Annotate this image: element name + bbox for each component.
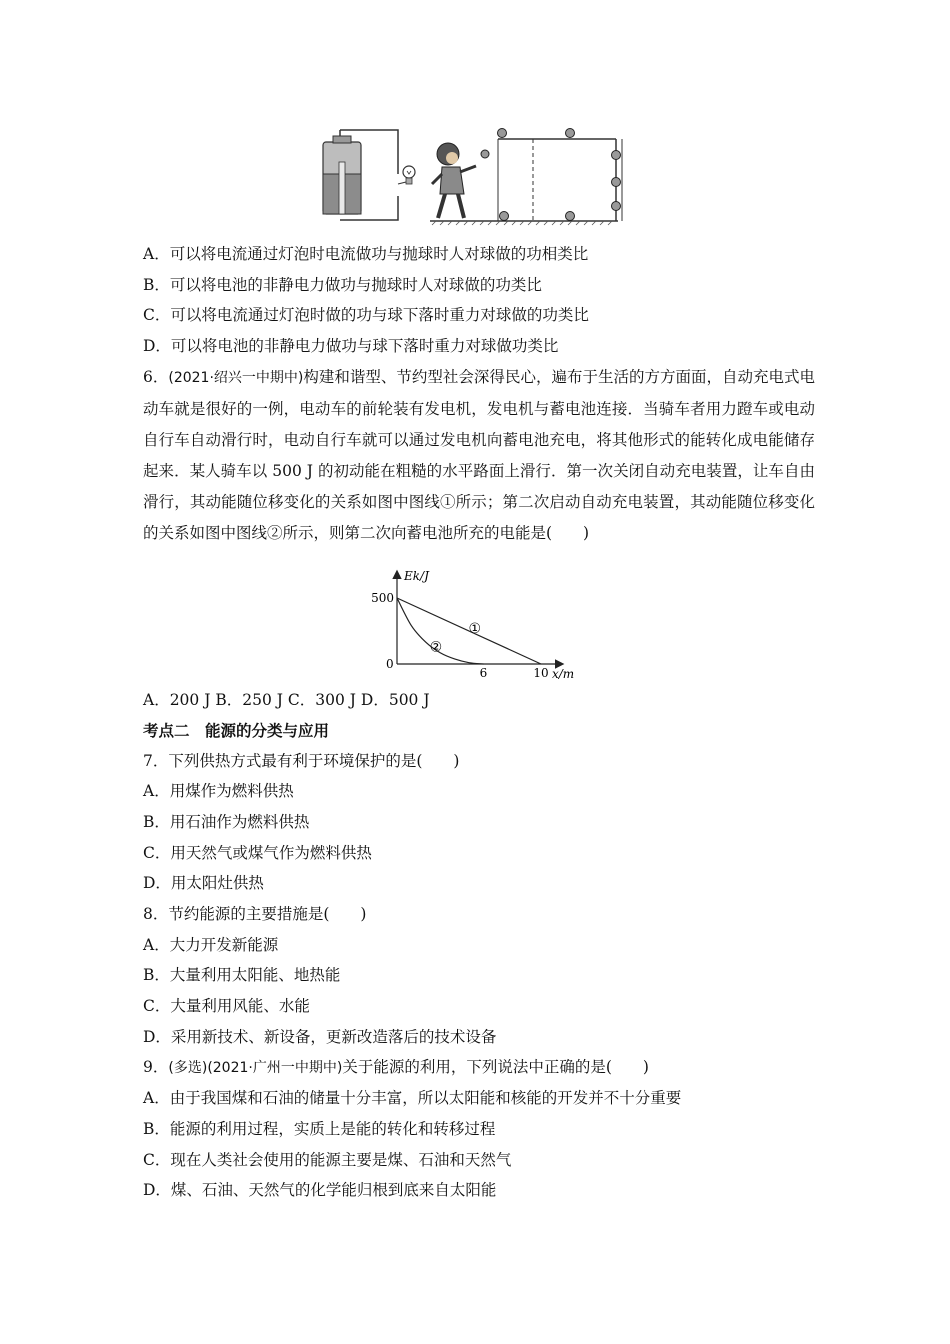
- q9-option-c: C．现在人类社会使用的能源主要是煤、石油和天然气: [143, 1151, 512, 1169]
- series-label-2: ②: [429, 639, 443, 656]
- q9-option-d: D．煤、石油、天然气的化学能归根到底来自太阳能: [143, 1181, 497, 1199]
- q9-stem: [143, 1057, 649, 1078]
- q6-number: 6．: [143, 368, 169, 386]
- q8-stem: 8．节约能源的主要措施是( ): [143, 905, 367, 923]
- q6-stem: [143, 362, 815, 549]
- y-axis-label: Ek/J: [404, 569, 429, 583]
- q5-option-a: A．可以将电流通过灯泡时电流做功与抛球时人对球做的功相类比: [143, 245, 589, 263]
- q5-option-c: C．可以将电流通过灯泡时做的功与球下落时重力对球做的功类比: [143, 306, 589, 324]
- q9-option-b: B．能源的利用过程，实质上是能的转化和转移过程: [143, 1120, 496, 1138]
- kinetic-energy-displacement-chart: [366, 566, 582, 684]
- q9-number: 9．: [143, 1058, 169, 1076]
- y-tick-label-0: 500: [371, 591, 394, 605]
- q6-options: A．200 J B．250 J C．300 J D．500 J: [143, 691, 430, 709]
- q9-source: (2021·广州一中期中): [207, 1060, 343, 1076]
- x-tick-label-0: 6: [479, 666, 488, 680]
- q7-option-a: A．用煤作为燃料供热: [143, 782, 294, 800]
- origin-label: 0: [386, 657, 394, 671]
- q7-option-c: C．用天然气或煤气作为燃料供热: [143, 844, 372, 862]
- x-tick-label-1: 10: [533, 666, 549, 680]
- q6-source: (2021·绍兴一中期中): [168, 370, 304, 386]
- q8-option-c: C．大量利用风能、水能: [143, 997, 310, 1015]
- q5-option-d: D．可以将电池的非静电力做功与球下落时重力对球做功类比: [143, 337, 559, 355]
- section-heading: 考点二 能源的分类与应用: [143, 721, 330, 740]
- series-label-1: ①: [468, 620, 482, 637]
- x-axis-label: x/m: [552, 667, 575, 681]
- q6-body: 构建和谐型、节约型社会深得民心，遍布于生活的方方面面，自动充电式电动车就是很好的一例，电动车的前轮装有发电机，发电机与蓄电池连接．当骑车者用力蹬车或电动自行车自动滑行时，电动自行车就可以通过发电机向蓄电池充电，将其他形式的能转化成电能储存起来．某人骑车以 500 J 的初动能在粗糙的水平路面上滑行．第一次关闭自动充电装置，让车自由滑行，其动能随位移变化的关系如图中图线①所示；第二次启动自动充电装置，其动能随位移变化的关系如图中图线②所示，则第二次向蓄电池所充的电能是( ): [143, 368, 815, 542]
- q8-option-b: B．大量利用太阳能、地热能: [143, 966, 341, 984]
- q5-option-b: B．可以将电池的非静电力做功与抛球时人对球做的功类比: [143, 276, 542, 294]
- q8-option-d: D．采用新技术、新设备，更新改造落后的技术设备: [143, 1028, 497, 1046]
- q7-stem: 7．下列供热方式最有利于环境保护的是( ): [143, 752, 460, 770]
- q9-tag: (多选): [168, 1060, 208, 1076]
- q7-option-d: D．用太阳灶供热: [143, 874, 264, 892]
- q7-option-b: B．用石油作为燃料供热: [143, 813, 310, 831]
- circuit-ball-analogy-figure: [318, 122, 628, 226]
- q9-rest: 关于能源的利用，下列说法中正确的是( ): [342, 1058, 649, 1076]
- q8-option-a: A．大力开发新能源: [143, 936, 279, 954]
- q9-option-a: A．由于我国煤和石油的储量十分丰富，所以太阳能和核能的开发并不十分重要: [143, 1089, 682, 1107]
